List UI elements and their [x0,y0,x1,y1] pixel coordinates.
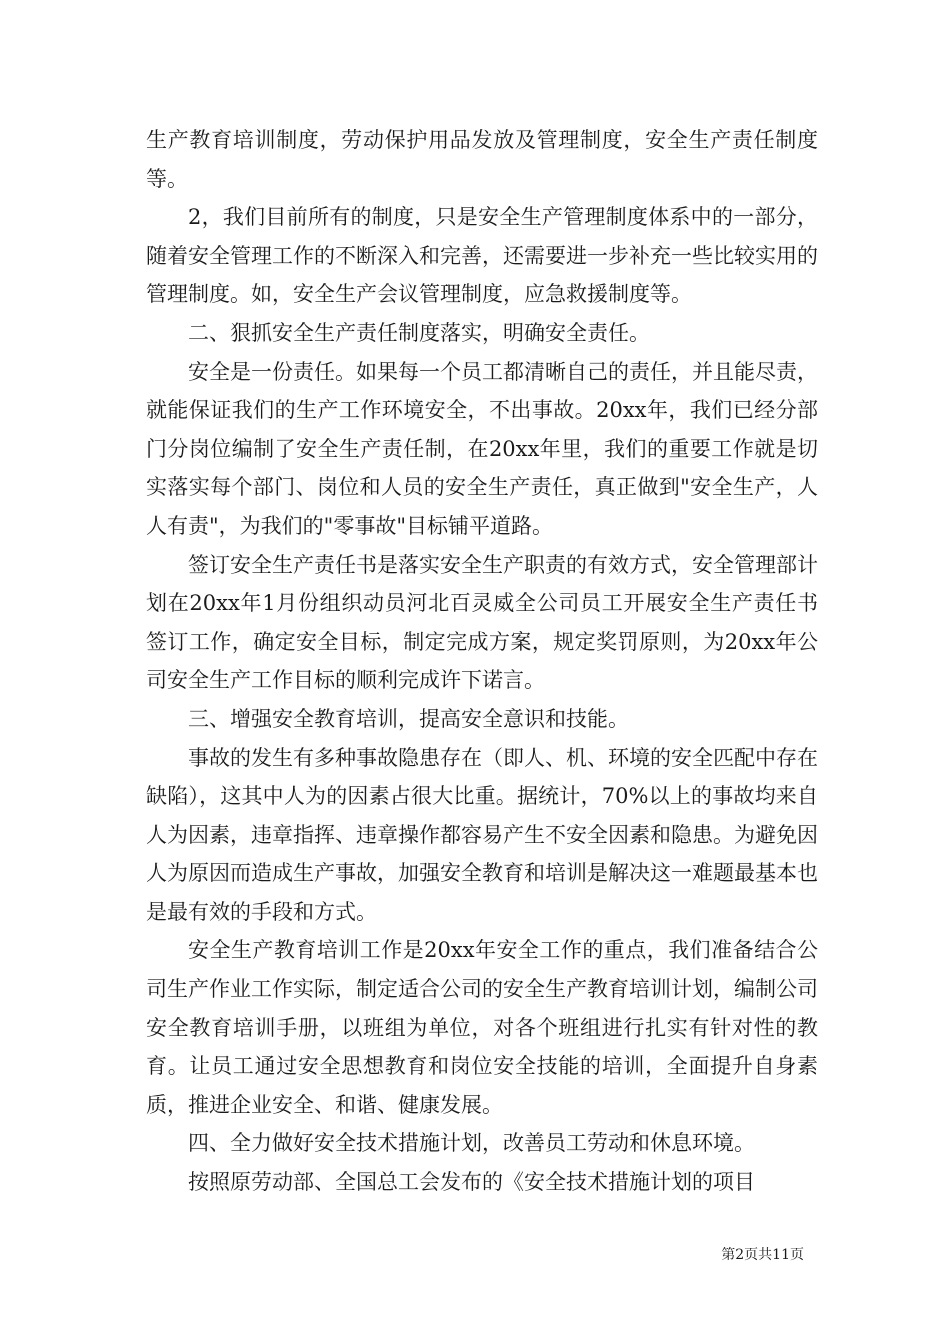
paragraph-3: 安全是一份责任。如果每一个员工都清晰自己的责任，并且能尽责，就能保证我们的生产工作环境安全，不出事故。20xx年，我们已经分部门分岗位编制了安全生产责任制，在20xx年里，我们的重要工作就是切实落实每个部门、岗位和人员的安全生产责任，真正做到"安全生产，人人有责"，为我们的"零事故"目标铺平道路。 [146,359,818,538]
document-body [146,121,818,1202]
paragraph-2: 2，我们目前所有的制度，只是安全生产管理制度体系中的一部分，随着安全管理工作的不断深入和完善，还需要进一步补充一些比较实用的管理制度。如，安全生产会议管理制度，应急救援制度等。 [146,205,818,307]
page-number: 第2页共11页 [721,1247,804,1263]
paragraph-4: 签订安全生产责任书是落实安全生产职责的有效方式，安全管理部计划在20xx年1月份组织动员河北百灵威全公司员工开展安全生产责任书签订工作，确定安全目标，制定完成方案，规定奖罚原则，为20xx年公司安全生产工作目标的顺利完成许下诺言。 [146,552,818,693]
paragraph-7: 按照原劳动部、全国总工会发布的《安全技术措施计划的项目 [188,1170,755,1195]
section-heading-3: 三、增强安全教育培训，提高安全意识和技能。 [188,706,629,731]
paragraph-1: 生产教育培训制度，劳动保护用品发放及管理制度，安全生产责任制度等。 [146,128,818,191]
paragraph-5: 事故的发生有多种事故隐患存在（即人、机、环境的安全匹配中存在缺陷），这其中人为的因素占很大比重。据统计，70%以上的事故均来自人为因素，违章指挥、违章操作都容易产生不安全因素和隐患。为避免因人为原因而造成生产事故，加强安全教育和培训是解决这一难题最基本也是最有效的手段和方式。 [146,745,818,924]
paragraph-6: 安全生产教育培训工作是20xx年安全工作的重点，我们准备结合公司生产作业工作实际，制定适合公司的安全生产教育培训计划，编制公司安全教育培训手册，以班组为单位，对各个班组进行扎实有针对性的教育。让员工通过安全思想教育和岗位安全技能的培训，全面提升自身素质，推进企业安全、和谐、健康发展。 [146,938,818,1117]
section-heading-4: 四、全力做好安全技术措施计划，改善员工劳动和休息环境。 [188,1131,755,1156]
section-heading-2: 二、狠抓安全生产责任制度落实，明确安全责任。 [188,320,650,345]
